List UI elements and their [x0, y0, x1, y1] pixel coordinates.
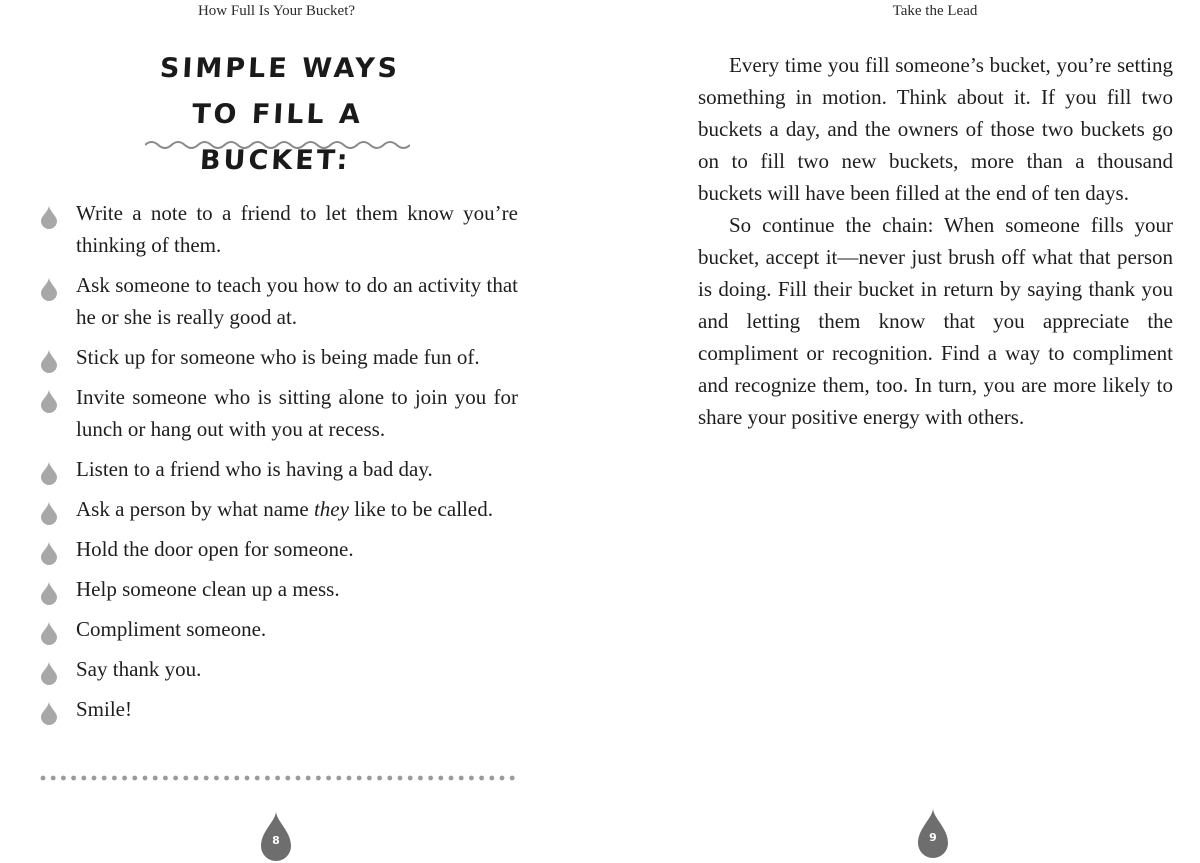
water-drop-icon: [40, 461, 58, 485]
page-number-badge-right: [918, 808, 948, 858]
page-number: 9: [929, 831, 937, 844]
list-item-text-pre: Ask a person by what name: [76, 497, 314, 521]
water-drop-icon: [40, 661, 58, 685]
list-item-text: Stick up for someone who is being made fun of.: [76, 345, 480, 369]
list-item-text-emphasis: they: [313, 497, 349, 521]
page-number: 8: [272, 834, 280, 847]
water-drop-icon: [40, 581, 58, 605]
list-item: [38, 573, 518, 605]
list-item-text: Say thank you.: [76, 657, 202, 681]
bucket-tips-list: [38, 197, 518, 733]
list-item: [38, 653, 518, 685]
list-item-text: Ask someone to teach you how to do an activity that he or she is really good at.: [76, 273, 518, 329]
right-page: [640, 0, 1200, 863]
page-number-badge-left: [261, 811, 291, 861]
title-line-1: SIMPLE WAYS: [159, 53, 401, 84]
list-item-text: Help someone clean up a mess.: [76, 577, 340, 601]
list-item-text: Write a note to a friend to let them know you’re thinking of them.: [76, 201, 518, 257]
water-drop-icon: [40, 501, 58, 525]
list-item-text: Listen to a friend who is having a bad day.: [76, 457, 433, 481]
water-drop-icon: [40, 621, 58, 645]
wavy-divider-icon: [145, 138, 410, 152]
title-line-2: TO FILL A BUCKET:: [191, 99, 364, 176]
list-item-text: Smile!: [76, 697, 132, 721]
water-drop-icon: [40, 701, 58, 725]
list-item-text: Compliment someone.: [76, 617, 267, 641]
body-text: [698, 49, 1173, 433]
list-item: [38, 341, 518, 373]
list-item-text: Invite someone who is sitting alone to join you for lunch or hang out with you at recess.: [76, 385, 518, 441]
running-head-left: How Full Is Your Bucket?: [197, 3, 356, 19]
list-item-text: Hold the door open for someone.: [76, 537, 354, 561]
dotted-divider-icon: [40, 774, 520, 782]
water-drop-icon: [40, 389, 58, 413]
paragraph: So continue the chain: When someone fills your bucket, accept it—never just brush off what that person is doing. Fill their bucket in return by saying thank you and letting them know that you appreciate the compliment or recognition. Find a way to compliment and recognize them, too. In turn, you are more likely to share your positive energy with others.: [698, 213, 1173, 429]
list-item: [38, 493, 518, 525]
running-head-right: Take the Lead: [892, 3, 978, 19]
section-title: [136, 46, 418, 184]
left-page: [0, 0, 560, 863]
water-drop-icon: [40, 205, 58, 229]
list-item: [38, 533, 518, 565]
paragraph: Every time you fill someone’s bucket, you’re setting something in motion. Think about it. If you fill two buckets a day, and the owners of those two buckets go on to fill two new buckets, more than a thousand buckets will have been filled at the end of ten days.: [698, 53, 1173, 205]
list-item: [38, 269, 518, 333]
water-drop-icon: [40, 349, 58, 373]
water-drop-icon: [40, 541, 58, 565]
list-item: [38, 693, 518, 725]
list-item: [38, 197, 518, 261]
water-drop-icon: [40, 277, 58, 301]
list-item-text-post: like to be called.: [348, 497, 493, 521]
list-item: [38, 613, 518, 645]
list-item: [38, 453, 518, 485]
list-item: [38, 381, 518, 445]
